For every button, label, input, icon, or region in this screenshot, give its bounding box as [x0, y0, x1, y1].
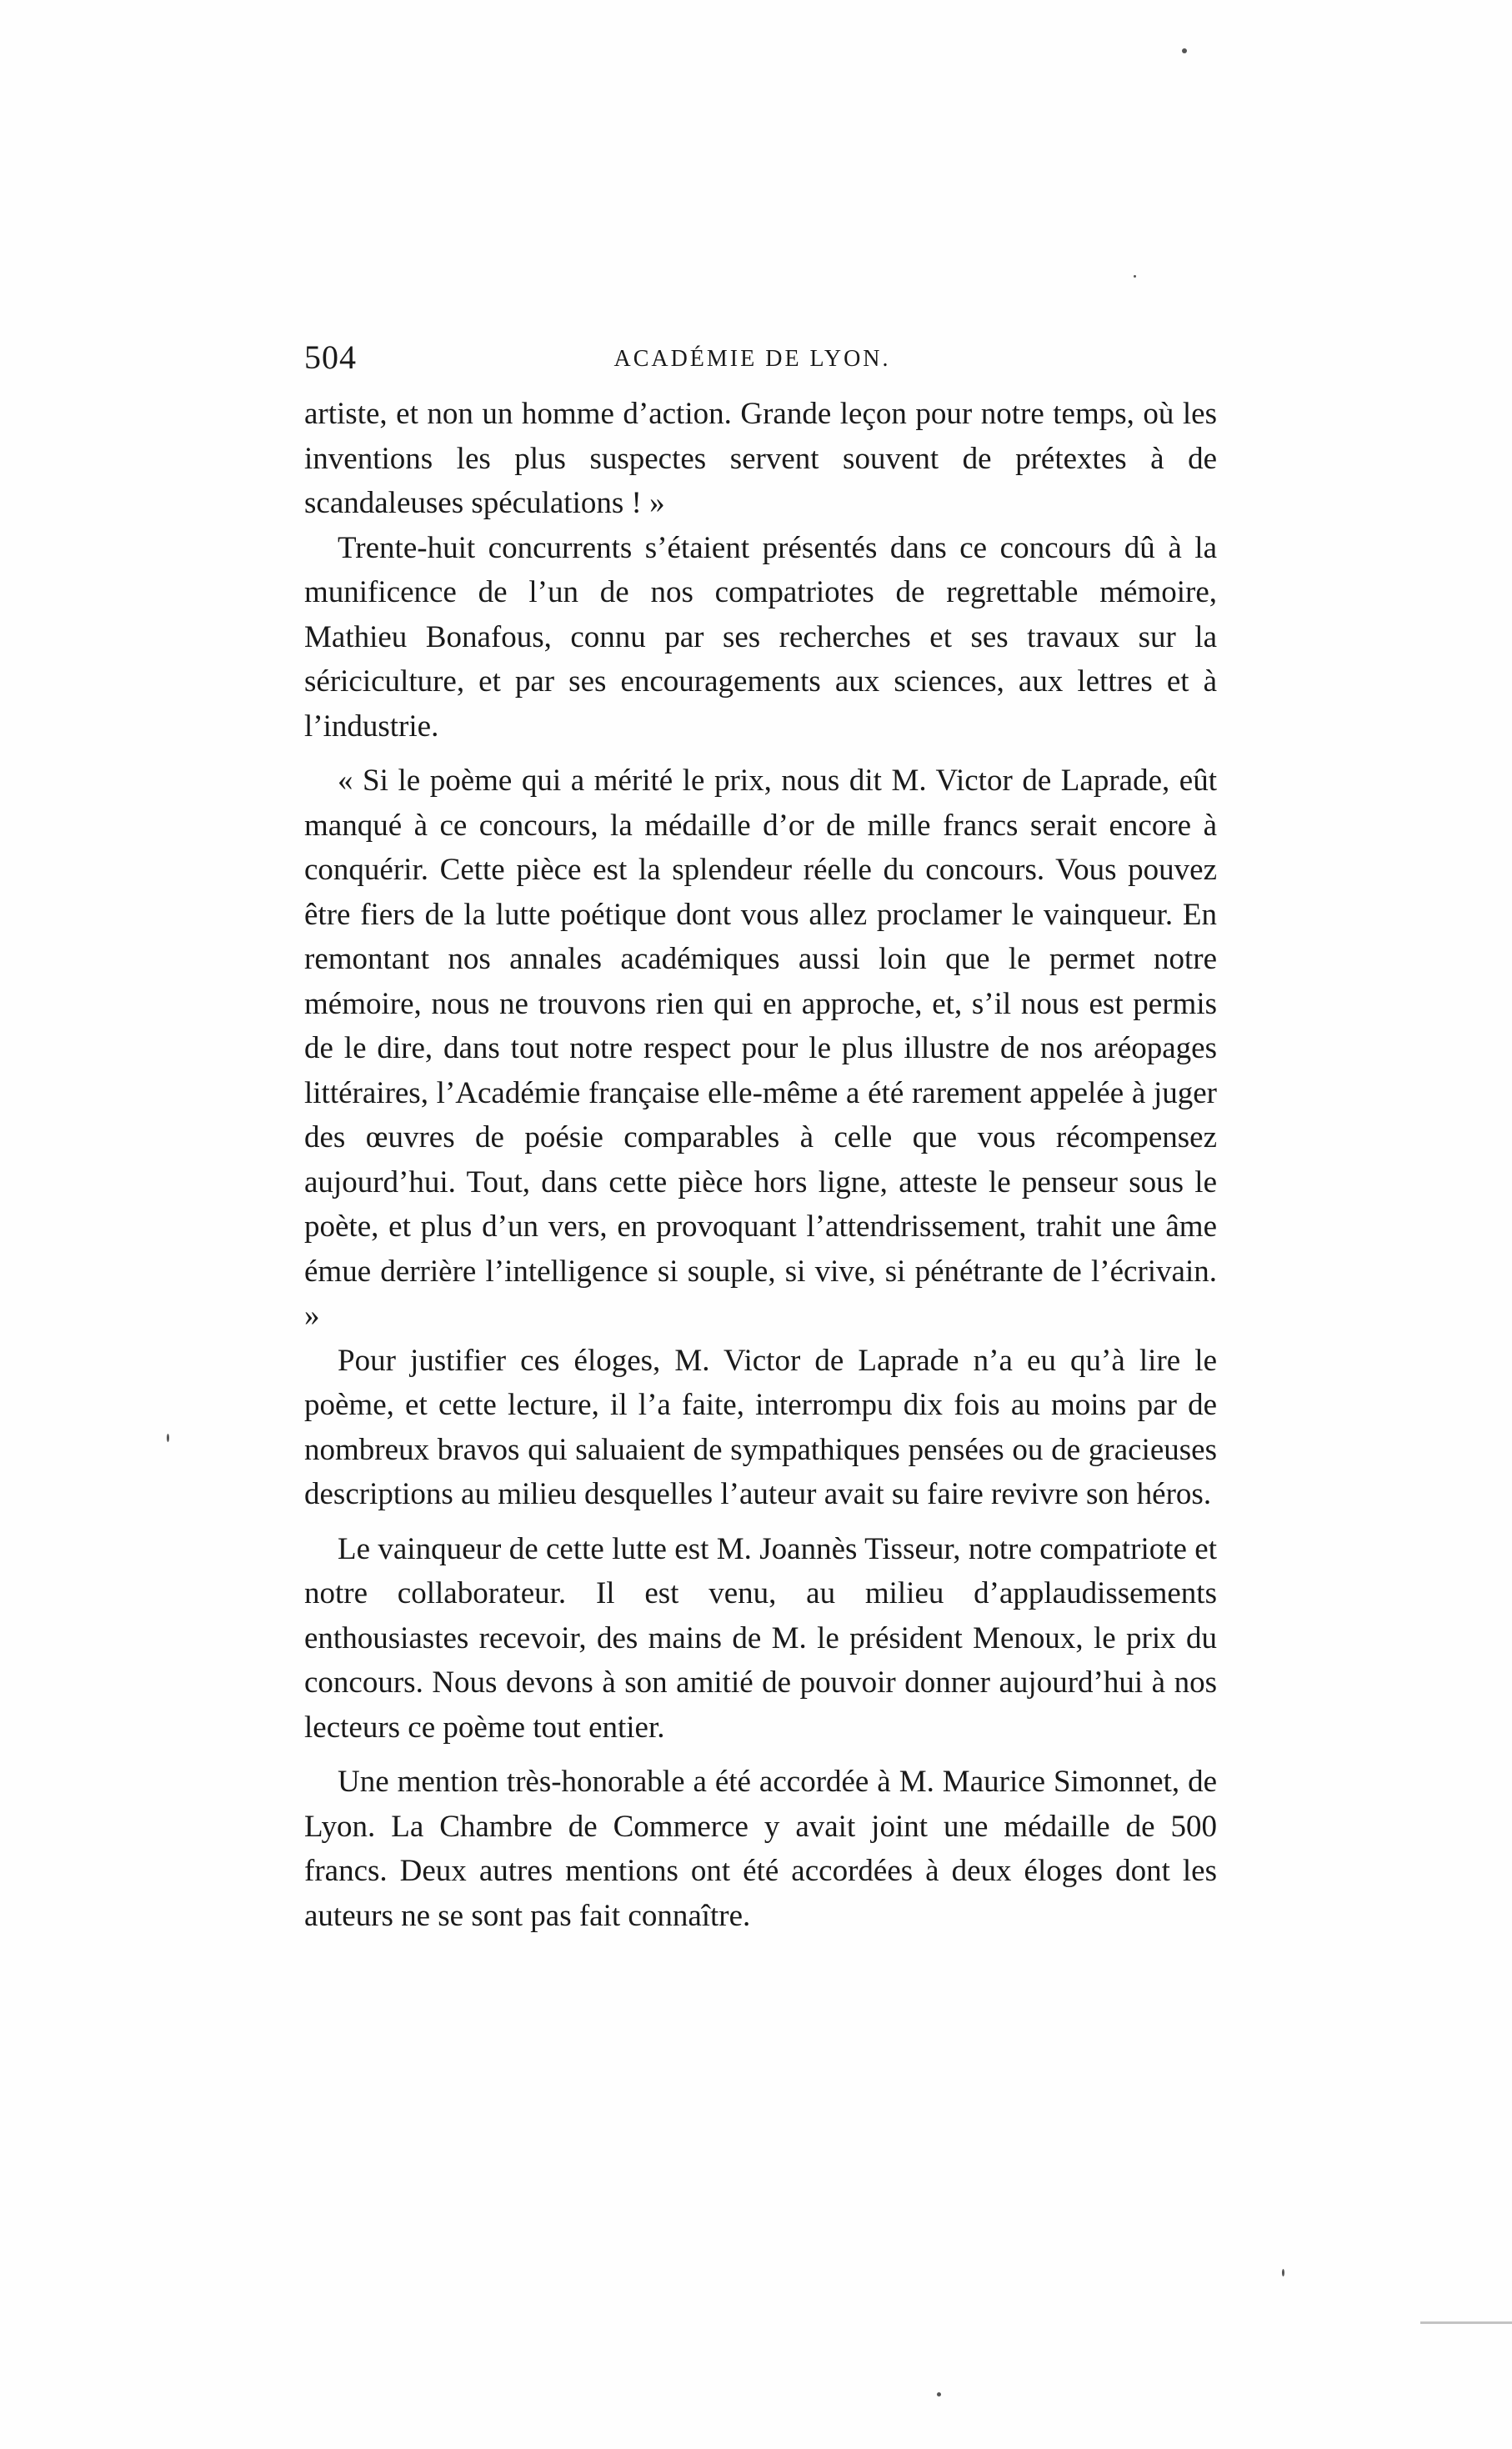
- running-title: ACADÉMIE DE LYON.: [613, 346, 891, 372]
- body-text: [304, 392, 1217, 1938]
- paragraph-vainqueur: Le vainqueur de cette lutte est M. Joannès Tisseur, notre compatriote et notre collaborateur. Il est venu, au milieu d’applaudissements enthousiastes recevoir, des mains de M. le président Menoux, le prix du concours. Nous devons à son amitié de pouvoir donner aujourd’hui à nos lecteurs ce poème tout entier.: [304, 1531, 1217, 1745]
- scan-speck: [1182, 48, 1187, 53]
- paragraph-quote-laprade: « Si le poème qui a mérité le prix, nous dit M. Victor de Laprade, eût manqué à ce concours, la médaille d’or de mille francs serait encore à conquérir. Cette pièce est la splendeur réelle du concours. Vous pouvez être fiers de la lutte poétique dont vous allez proclamer le vainqueur. En remontant nos annales académiques aussi loin que le permet notre mémoire, nous ne trouvons rien qui en approche, et, s’il nous est permis de le dire, dans tout notre respect pour le plus illustre de nos aréopages littéraires, l’Académie française elle-même a été rarement appelée à juger des œuvres de poésie comparables à celle que vous récompensez aujourd’hui. Tout, dans cette pièce hors ligne, atteste le penseur sous le poète, et plus d’un vers, en provoquant l’attendrissement, trahit une âme émue derrière l’intelligence si souple, si vive, si pénétrante de l’écrivain. »: [304, 764, 1217, 1333]
- scan-speck: [1282, 2269, 1284, 2276]
- scan-speck: [1134, 275, 1136, 278]
- paragraph-concurrents: Trente-huit concurrents s’étaient présentés dans ce concours dû à la munificence de l’un de nos compatriotes de regrettable mémoire, Mathieu Bonafous, connu par ses recherches et ses travaux sur la sériciculture, et par ses encouragements aux sciences, aux lettres et à l’industrie.: [304, 530, 1217, 744]
- scan-edge-mark: [1420, 2321, 1512, 2324]
- running-head: [304, 338, 1200, 388]
- scan-speck: [937, 2392, 941, 2396]
- page-number: 504: [304, 338, 357, 376]
- paragraph-continuation: artiste, et non un homme d’action. Grande leçon pour notre temps, où les inventions les plus suspectes servent souvent de prétextes à de scandaleuses spéculations ! »: [304, 397, 1217, 520]
- paragraph-eloges: Pour justifier ces éloges, M. Victor de Laprade n’a eu qu’à lire le poème, et cette lecture, il l’a faite, interrompu dix fois au moins par de nombreux bravos qui saluaient de sympathiques pensées ou de gracieuses descriptions au milieu desquelles l’auteur avait su faire revivre son héros.: [304, 1343, 1217, 1511]
- scan-speck: [167, 1434, 169, 1442]
- paragraph-mentions: Une mention très-honorable a été accordée à M. Maurice Simonnet, de Lyon. La Chambre de Commerce y avait joint une médaille de 500 francs. Deux autres mentions ont été accordées à deux éloges dont les auteurs ne se sont pas fait connaître.: [304, 1765, 1217, 1933]
